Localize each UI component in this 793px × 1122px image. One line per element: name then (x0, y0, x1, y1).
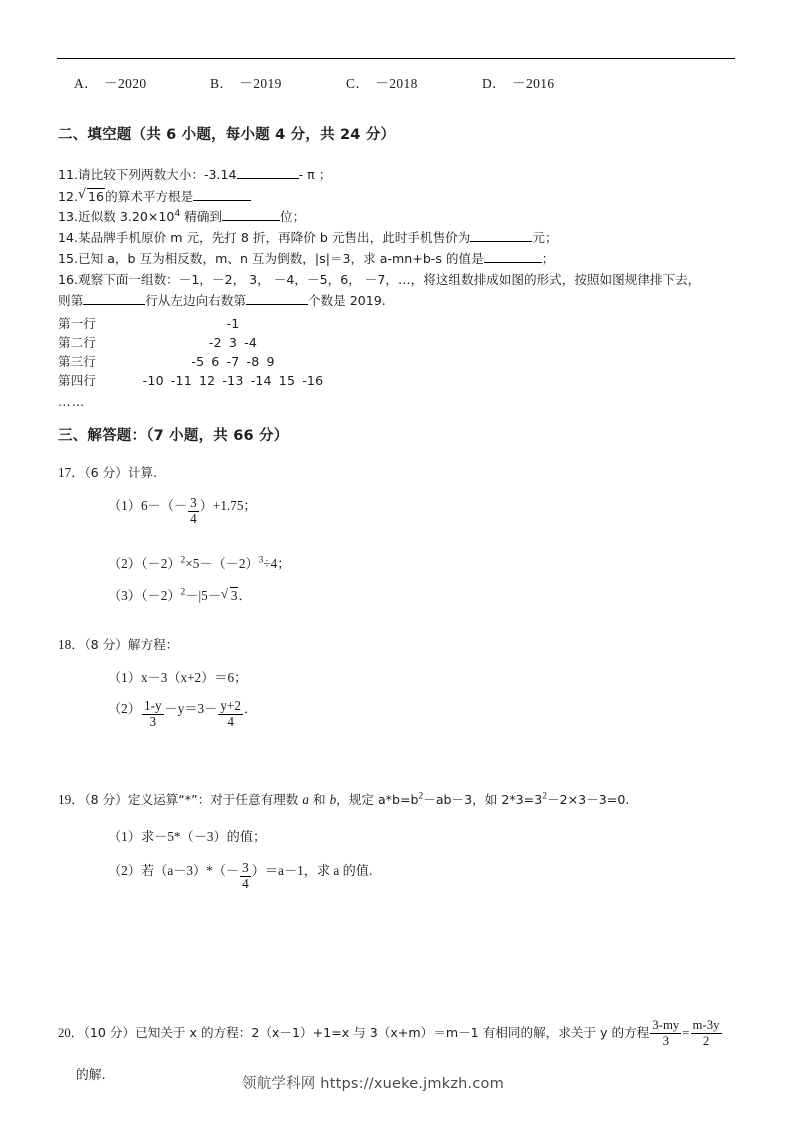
q15-lead: 15.已知 a，b 互为相反数，m、n 互为倒数，|s|＝3，求 a-mn+b-s 的值是 (58, 251, 484, 266)
q20-number: 20． (58, 1025, 84, 1040)
q16-line2-a: 则第 (58, 293, 84, 308)
pyramid-number: -16 (302, 373, 324, 388)
question-17-part-3 (108, 585, 252, 604)
choice-d[interactable] (482, 72, 555, 92)
pyramid-number: -8 (246, 354, 260, 369)
q19-prompt-a: 定义运算“*”：对于任意有理数 (127, 792, 303, 807)
choice-a[interactable] (74, 72, 147, 92)
pyramid-number: -13 (222, 373, 244, 388)
question-12 (58, 188, 251, 204)
header-divider (57, 58, 735, 59)
q18-prompt: 解方程： (127, 637, 179, 652)
fraction-denominator: 4 (242, 875, 249, 891)
q19-var-a: a (302, 792, 309, 807)
pyramid-row-3-label: 第三行 (58, 354, 96, 369)
q19-exp1: 2 (418, 791, 424, 802)
q12-mid: 的算术平方根是 (105, 189, 194, 204)
question-17-part-2 (108, 553, 290, 572)
pyramid-number: -1 (226, 316, 240, 331)
fraction (218, 699, 243, 729)
question-18-part-2 (108, 698, 257, 729)
q17-p2-end: ÷4； (263, 556, 291, 571)
pyramid-row-1-label: 第一行 (58, 316, 96, 331)
choice-c[interactable] (346, 72, 418, 92)
question-19-part-1 (108, 826, 266, 845)
question-19-header (58, 789, 629, 808)
choice-d-value: －2016 (512, 76, 555, 91)
q17-p2-mid: ×5－（－2） (185, 556, 259, 571)
pyramid-row (58, 333, 348, 352)
q16-line2-c: 个数是 2019. (307, 293, 386, 308)
q19-p2-pre: （2）若（a－3）*（－ (108, 863, 240, 878)
pyramid-row-2-numbers (118, 333, 348, 352)
q17-p2: （2）（－2） (108, 556, 181, 571)
q17-p1-pre: （1）6－（－ (108, 498, 188, 513)
q16-row-blank[interactable] (83, 304, 145, 305)
pyramid-number: 6 (211, 354, 220, 369)
pyramid-number: 3 (228, 335, 238, 350)
q19-score: （8 分） (84, 792, 128, 807)
q19-prompt-b: 和 (308, 792, 330, 807)
q17-p3-exp: 2 (180, 587, 186, 598)
fraction-denominator: 4 (190, 510, 197, 526)
q19-prompt-d: －ab－3，如 2*3=3 (423, 792, 543, 807)
fraction (691, 1019, 722, 1048)
question-18-part-1 (108, 667, 247, 686)
pyramid-row-4-label: 第四行 (58, 373, 96, 388)
question-20-tail: 的解. (76, 1068, 106, 1083)
q19-number: 19． (58, 792, 85, 807)
question-16-line2 (58, 293, 386, 308)
q17-score: （6 分） (84, 465, 128, 480)
question-20-header (58, 1019, 723, 1048)
question-18-header (58, 634, 178, 653)
q17-prompt: 计算. (127, 465, 158, 480)
q17-p3-end: ． (238, 588, 252, 603)
fraction-denominator: 4 (227, 713, 234, 729)
section-three-heading: 三、解答题：（7 小题，共 66 分） (58, 428, 289, 444)
question-19-part-2 (108, 860, 372, 891)
q17-p2-exp2: 3 (258, 555, 264, 566)
fraction-numerator: 3-my (652, 1018, 680, 1032)
question-14 (58, 230, 558, 245)
q19-p1: （1）求－5*（－3）的值； (108, 829, 267, 844)
question-15 (58, 251, 554, 266)
q14-answer-blank[interactable] (470, 241, 532, 242)
fraction (188, 496, 199, 526)
q18-p1: （1）x－3（x+2）＝6； (108, 670, 248, 685)
q18-p2-label: （2） (108, 701, 141, 716)
pyramid-number: -11 (170, 373, 192, 388)
choice-d-label: D． (482, 76, 507, 91)
q18-p2-mid: －y＝3－ (164, 701, 218, 716)
q18-number: 18． (58, 637, 85, 652)
q13-lead: 13.近似数 3.20×10 (58, 209, 175, 224)
q11-tail: - π ； (298, 167, 332, 182)
pyramid-ellipsis: …… (58, 394, 86, 409)
section-two-heading: 二、填空题（共 6 小题，每小题 4 分，共 24 分） (58, 127, 396, 143)
pyramid-row-4-numbers (118, 371, 348, 390)
pyramid-number: -10 (142, 373, 164, 388)
q12-lead: 12. (58, 189, 79, 204)
question-13 (58, 209, 305, 224)
pyramid-row (58, 352, 348, 371)
choice-b-label: B． (210, 76, 234, 91)
q11-lead: 11.请比较下列两数大小：-3.14 (58, 167, 237, 182)
q13-tail: 位； (280, 209, 306, 224)
question-11 (58, 167, 331, 182)
q14-tail: 元； (532, 230, 558, 245)
site-watermark: 领航学科网 https://xueke.jmkzh.com (242, 1076, 504, 1092)
choice-a-value: －2020 (104, 76, 147, 91)
fraction-denominator: 3 (149, 713, 157, 729)
fraction-numerator: 1-y (143, 698, 162, 714)
choice-c-label: C． (346, 76, 370, 91)
choice-b-value: －2019 (239, 76, 282, 91)
choice-b[interactable] (210, 72, 282, 92)
q15-answer-blank[interactable] (484, 262, 542, 263)
question-17-header (58, 462, 157, 481)
pyramid-number: -14 (250, 373, 272, 388)
q18-p2-end: ． (243, 701, 258, 716)
pyramid-row-1-numbers (118, 314, 348, 333)
fraction (650, 1019, 681, 1048)
fraction-numerator: y+2 (220, 698, 241, 714)
q17-p3-mid: －|5－ (185, 588, 221, 603)
fraction (142, 699, 164, 729)
q20-equals: = (682, 1025, 690, 1040)
q13-exponent: 4 (174, 208, 181, 219)
choice-c-value: －2018 (375, 76, 418, 91)
q19-prompt-c: ，规定 a*b=b (336, 792, 419, 807)
q16-line2-b: 行从左边向右数第 (145, 293, 246, 308)
q19-prompt-e: －2×3－3=0. (547, 792, 630, 807)
pyramid-number: 15 (278, 373, 296, 388)
pyramid-row (58, 314, 348, 333)
choice-a-label: A． (74, 76, 99, 91)
pyramid-row (58, 371, 348, 390)
pyramid-number: 12 (198, 373, 216, 388)
question-16-line1: 16.观察下面一组数：－1，－2， 3， －4，－5，6， －7，…，将这组数排成如图的形式，按照如图规律排下去， (58, 272, 701, 287)
q17-p3-radicand: 3 (230, 588, 238, 603)
q14-lead: 14.某品牌手机原价 m 元，先打 8 折，再降价 b 元售出，此时手机售价为 (58, 230, 471, 245)
q17-p1-post: ）+1.75； (199, 498, 257, 513)
fraction-denominator: 2 (702, 1033, 710, 1048)
pyramid-row-2-label: 第二行 (58, 335, 96, 350)
pyramid-number: -2 (208, 335, 222, 350)
fraction-numerator: 3 (242, 860, 249, 876)
q20-text-a: 已知关于 x 的方程：2（x－1）+1=x 与 3（x+m）＝m－1 有相同的解，求关于 y 的方程 (135, 1024, 650, 1040)
sqrt-icon (78, 188, 105, 204)
pyramid-number: -4 (244, 335, 258, 350)
question-17-part-1 (108, 495, 257, 526)
q20-score: （10 分） (83, 1024, 136, 1040)
fraction-numerator: 3 (190, 495, 197, 511)
q12-radicand: 16 (88, 189, 105, 204)
pyramid-row-3-numbers (118, 352, 348, 371)
pyramid-number: -5 (191, 354, 205, 369)
q12-answer-blank[interactable] (193, 200, 251, 201)
fraction-numerator: m-3y (692, 1018, 720, 1032)
q17-p2-exp1: 2 (180, 555, 186, 566)
fraction-denominator: 3 (662, 1033, 669, 1048)
q13-answer-blank[interactable] (222, 220, 280, 221)
q19-exp2: 2 (542, 791, 547, 802)
q11-answer-blank[interactable] (237, 178, 299, 179)
pyramid-number: -7 (226, 354, 240, 369)
q18-score: （8 分） (84, 637, 128, 652)
q17-p3: （3）（－2） (108, 588, 181, 603)
pyramid-number: 9 (266, 354, 275, 369)
q13-mid: 精确到 (180, 209, 223, 224)
number-pyramid (58, 314, 348, 390)
q16-index-blank[interactable] (246, 304, 308, 305)
q19-var-b: b (329, 792, 337, 807)
q19-p2-post: ）＝a－1，求 a 的值. (251, 863, 373, 878)
sqrt-icon (221, 587, 239, 604)
fraction (240, 861, 251, 891)
q17-number: 17． (58, 465, 85, 480)
q15-tail: ； (541, 251, 555, 266)
